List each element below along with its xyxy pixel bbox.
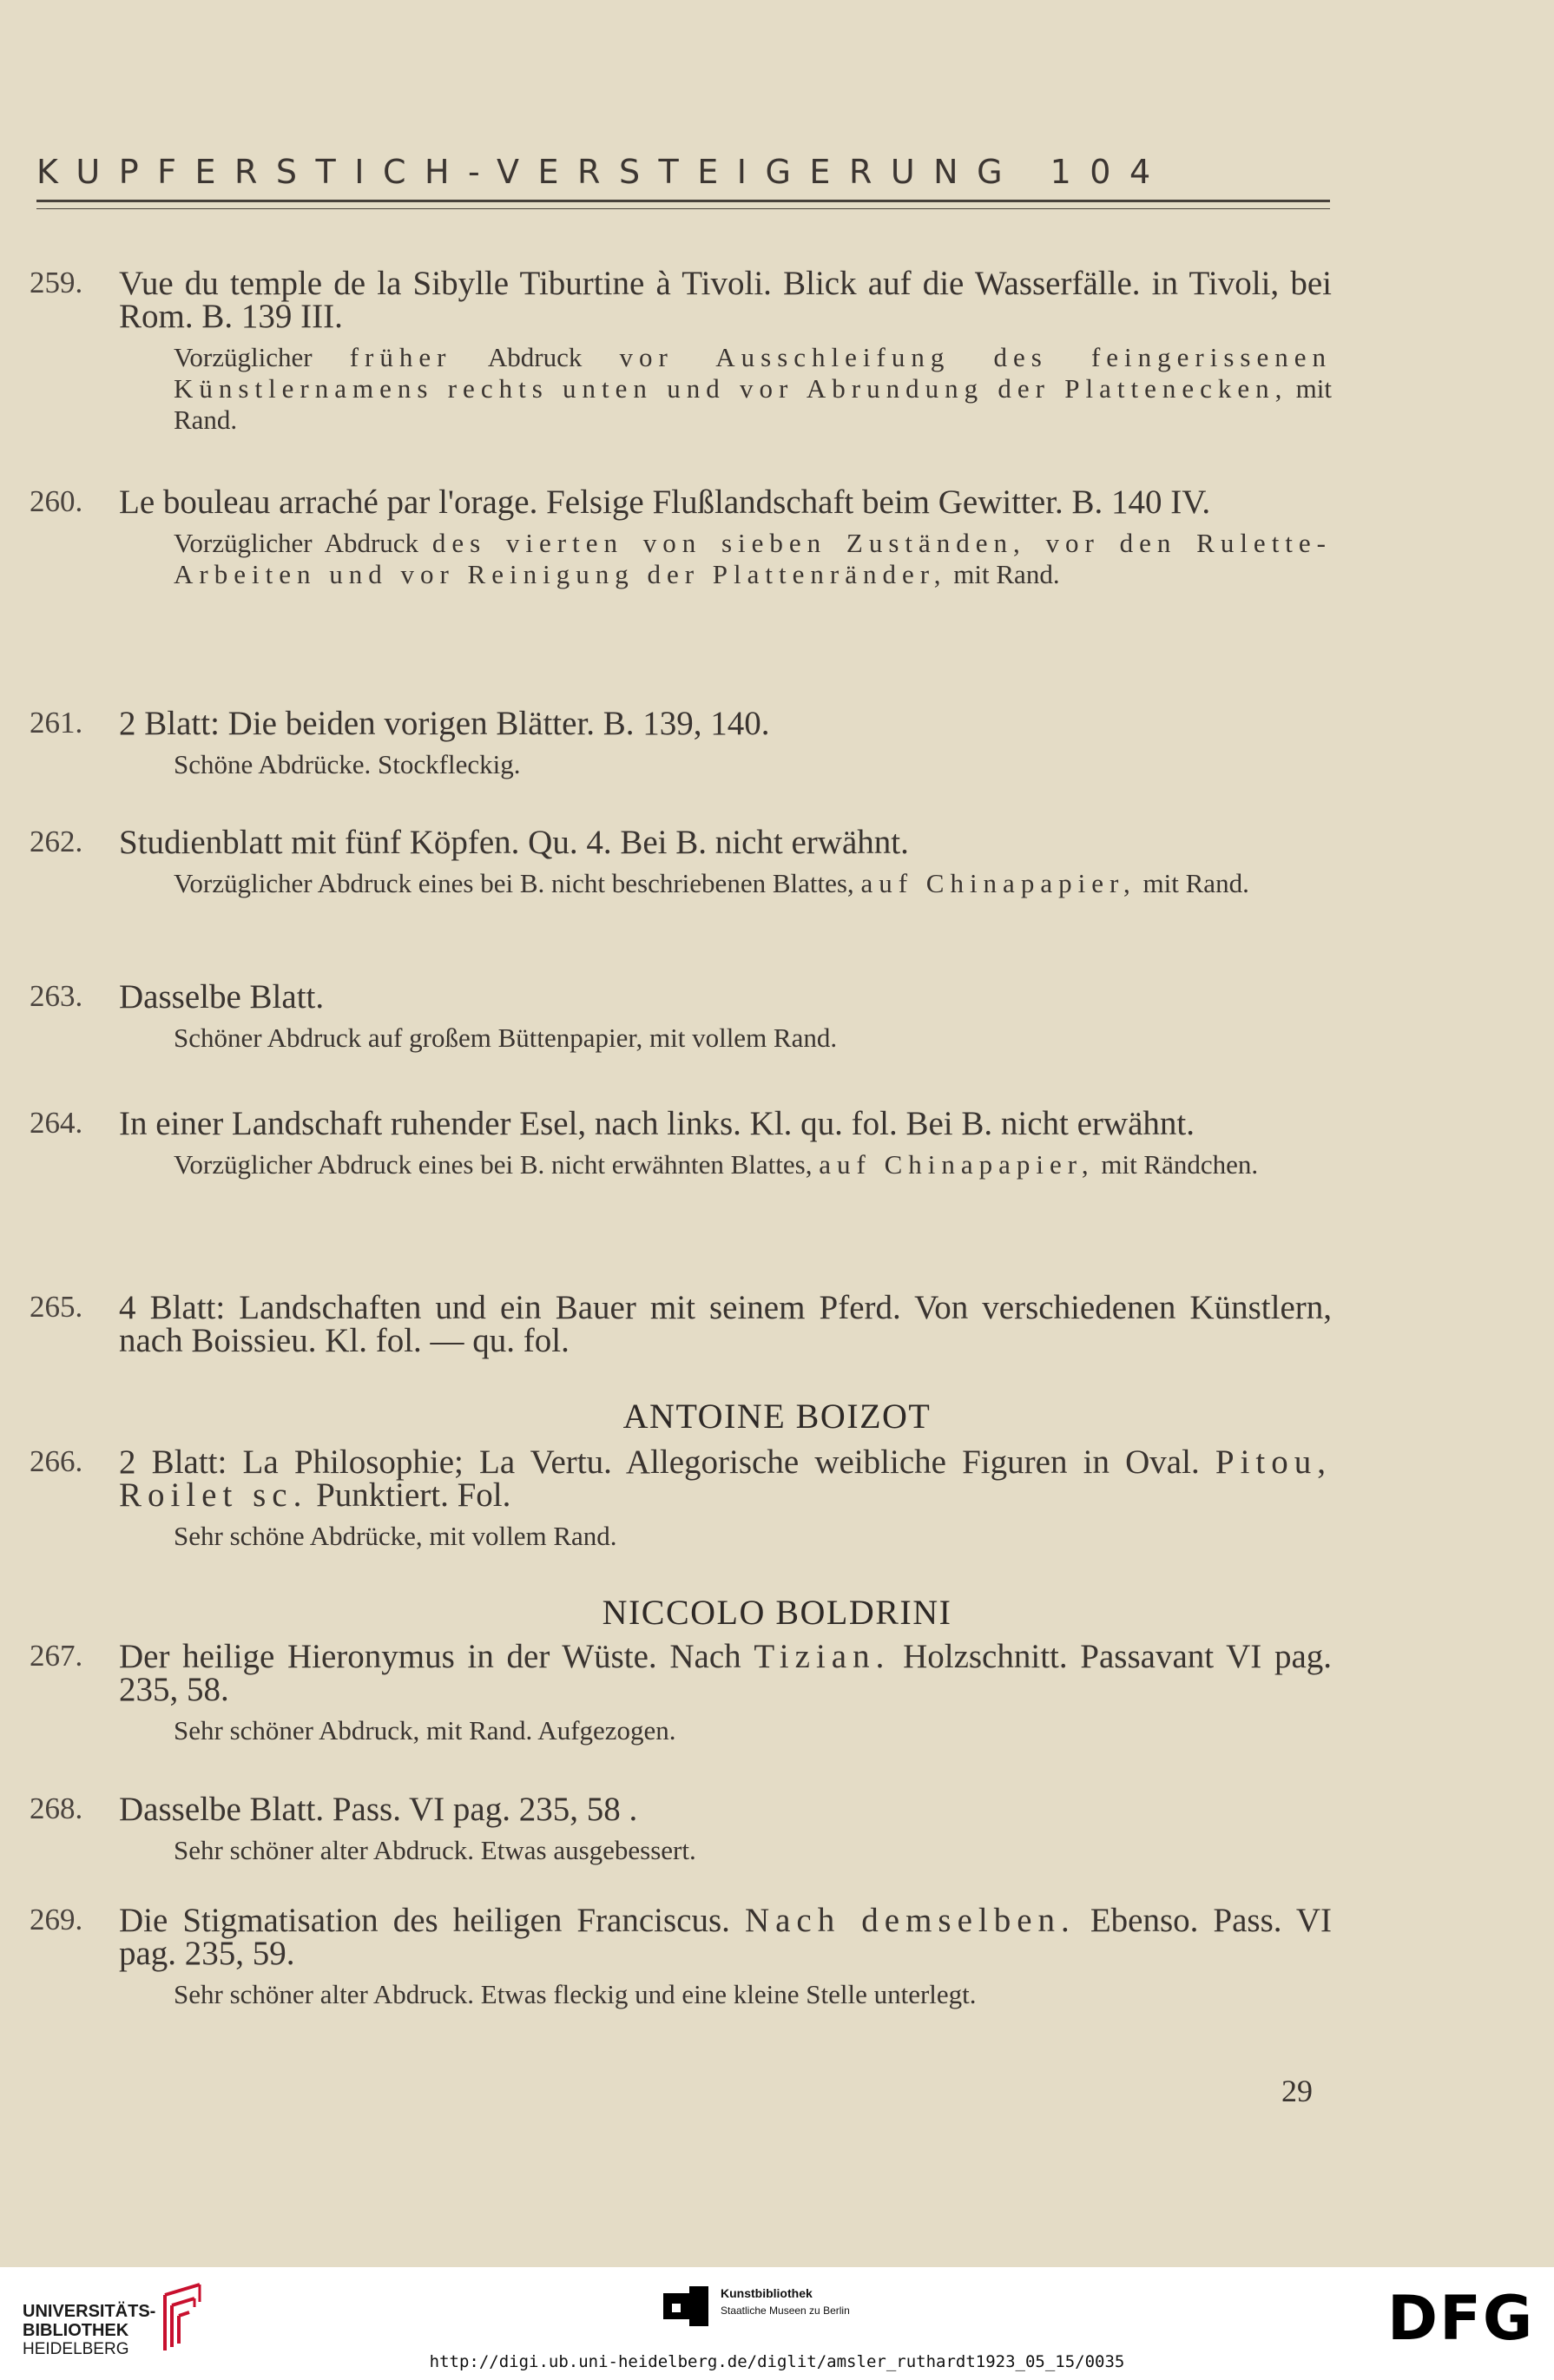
lot-entry-269 [30, 1904, 1332, 2010]
kunstbibliothek-subtitle: Staatliche Museen zu Berlin [721, 2304, 850, 2317]
kunstbibliothek-title: Kunstbibliothek [721, 2286, 813, 2300]
lot-note: Vorzüglicher Abdruck eines bei B. nicht beschriebenen Blattes, auf Chinapapier, mit Rand. [174, 868, 1249, 898]
permalink-url[interactable]: http://digi.ub.uni-heidelberg.de/diglit/amsler_ruthardt1923_05_15/0035 [429, 2352, 1125, 2371]
lot-number: 269. [30, 1903, 83, 1936]
lot-note: Vorzüglicher Abdruck des vierten von sieben Zuständen, vor den Rulette-Arbeiten und vor Reinigung der Plattenränder, mit Rand. [174, 528, 1332, 589]
lot-note: Schöne Abdrücke. Stockfleckig. [174, 749, 521, 779]
header-rule-thin [36, 208, 1330, 209]
lot-note: Schöner Abdruck auf großem Büttenpapier, mit vollem Rand. [174, 1022, 838, 1053]
header-rule [36, 200, 1330, 202]
lot-entry-266 [30, 1443, 1333, 1552]
page-number: 29 [1281, 2074, 1313, 2108]
lot-entry-268 [30, 1793, 1332, 1866]
lot-title: Vue du temple de la Sibylle Tiburtine à Tivoli. Blick auf die Wasserfälle. in Tivoli, bei Rom. B. 139 III. [119, 265, 1332, 335]
lot-note: Sehr schöner Abdruck, mit Rand. Aufgezogen. [174, 1715, 676, 1746]
lot-note: Vorzüglicher Abdruck eines bei B. nicht erwähnten Blattes, auf Chinapapier, mit Rändchen. [174, 1149, 1259, 1180]
ub-heidelberg-logo-text: UNIVERSITÄTS- BIBLIOTHEK HEIDELBERG [23, 2302, 156, 2358]
lot-number: 263. [30, 979, 83, 1013]
lot-note: Sehr schöner alter Abdruck. Etwas fleckig und eine kleine Stelle unterlegt. [174, 1979, 977, 2009]
lot-entry-265 [30, 1289, 1332, 1359]
lot-title: Dasselbe Blatt. [119, 978, 325, 1016]
lot-entry-259 [30, 267, 1332, 436]
lot-entry-264 [30, 1105, 1332, 1180]
lot-note: Vorzüglicher früher Abdruck vor Ausschleifung des feingerissenen Künstlernamens rechts unten und vor Abrundung der Plattenecken, mit Rand. [174, 342, 1333, 435]
lot-title: Der heilige Hieronymus in der Wüste. Nach Tizian. Holzschnitt. Passavant VI pag. 235, 58. [119, 1638, 1333, 1708]
kunstbibliothek-mark-icon [660, 2285, 712, 2328]
lot-title: Studienblatt mit fünf Köpfen. Qu. 4. Bei B. nicht erwähnt. [119, 824, 909, 861]
lot-number: 260. [30, 484, 83, 518]
lot-number: 261. [30, 706, 83, 740]
lot-title: 2 Blatt: La Philosophie; La Vertu. Allegorische weibliche Figuren in Oval. Pitou, Roilet sc. Punktiert. Fol. [119, 1443, 1333, 1514]
lot-entry-260 [30, 483, 1332, 590]
lot-title: Die Stigmatisation des heiligen Franciscus. Nach demselben. Ebenso. Pass. VI pag. 235, 59. [119, 1902, 1332, 1972]
lot-title: 2 Blatt: Die beiden vorigen Blätter. B. 139, 140. [119, 705, 770, 742]
lot-number: 267. [30, 1639, 83, 1673]
dfg-logo: DFG [1387, 2283, 1535, 2354]
artist-heading: ANTOINE BOIZOT [622, 1397, 932, 1436]
running-title: KUPFERSTICH-VERSTEIGERUNG 104 [36, 153, 1169, 191]
lot-title: Dasselbe Blatt. Pass. VI pag. 235, 58 . [119, 1791, 638, 1828]
lot-entry-261 [30, 707, 1332, 780]
artist-heading: NICCOLO BOLDRINI [602, 1593, 952, 1632]
lot-number: 262. [30, 825, 83, 858]
lot-note: Sehr schöner alter Abdruck. Etwas ausgebessert. [174, 1835, 696, 1865]
lot-number: 259. [30, 266, 83, 299]
lot-note: Sehr schöne Abdrücke, mit vollem Rand. [174, 1521, 617, 1551]
lot-title: In einer Landschaft ruhender Esel, nach links. Kl. qu. fol. Bei B. nicht erwähnt. [119, 1105, 1195, 1142]
lot-entry-262 [30, 826, 1332, 899]
lot-entry-263 [30, 978, 1332, 1054]
lot-number: 265. [30, 1290, 83, 1324]
lot-entry-267 [30, 1640, 1332, 1746]
lot-number: 268. [30, 1792, 83, 1825]
lot-number: 264. [30, 1106, 83, 1140]
lot-title: Le bouleau arraché par l'orage. Felsige Flußlandschaft beim Gewitter. B. 140 IV. [119, 483, 1211, 521]
ub-heidelberg-mark-icon [160, 2281, 212, 2354]
lot-number: 266. [30, 1444, 83, 1478]
lot-title: 4 Blatt: Landschaften und ein Bauer mit seinem Pferd. Von verschiedenen Künstlern, nach Boissieu. Kl. fol. — qu. fol. [119, 1289, 1332, 1359]
